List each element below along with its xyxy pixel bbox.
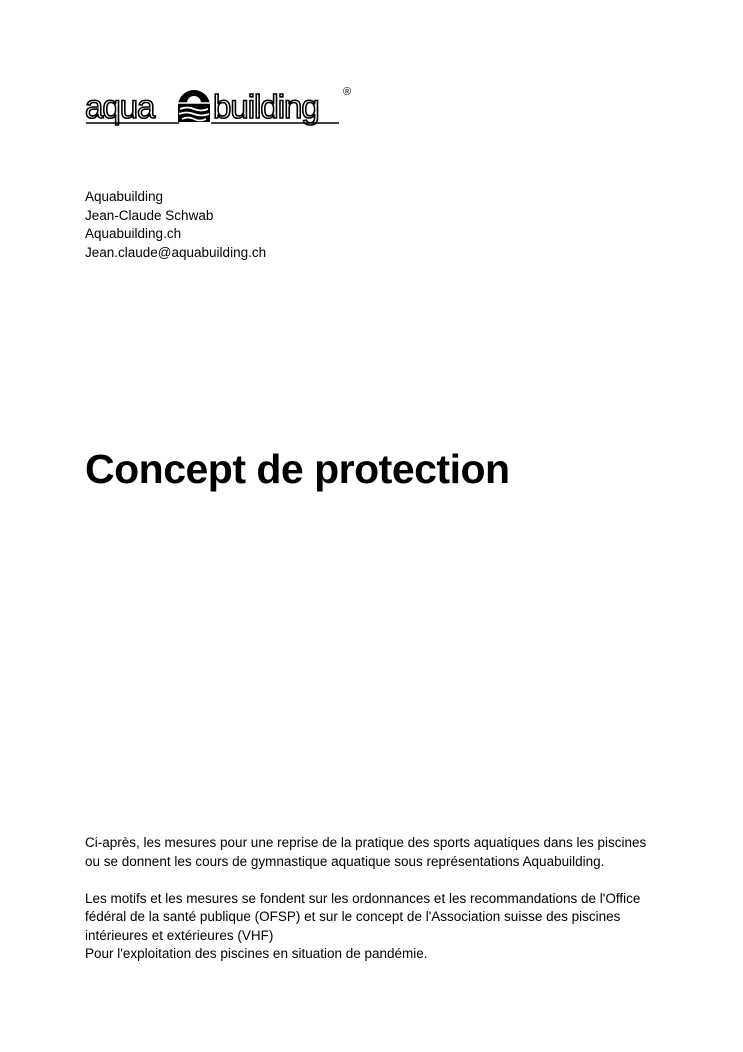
sun-wave-emblem-icon [178,90,210,122]
paragraph-basis [85,890,685,964]
paragraph-line: Pour l'exploitation des piscines en situation de pandémie. [85,946,428,961]
contact-block [85,188,266,262]
body-text [85,834,685,982]
paragraph-line: fédéral de la santé publique (OFSP) et sur le concept de l'Association suisse des piscines [85,909,621,924]
paragraph-line: intérieures et extérieures (VHF) [85,927,274,943]
contact-name: Jean-Claude Schwab [85,207,214,223]
aquabuilding-logo [85,84,355,128]
document-title: Concept de protection [85,446,510,492]
paragraph-line: Ci-après, les mesures pour une reprise de la pratique des sports aquatiques dans les piscines [85,835,647,850]
logo-text-building: building [213,88,319,125]
logo-text-aqua: aqua [85,88,155,125]
registered-mark: ® [343,86,352,98]
paragraph-line: Les motifs et les mesures se fondent sur les ordonnances et les recommandations de l'Office [85,890,641,906]
paragraph-line: ou se donnent les cours de gymnastique aquatique sous représentations Aquabuilding. [85,853,605,869]
contact-website: Aquabuilding.ch [85,226,182,241]
contact-email: Jean.claude@aquabuilding.ch [85,244,267,260]
paragraph-intro [85,834,685,871]
contact-company: Aquabuilding [85,189,164,204]
